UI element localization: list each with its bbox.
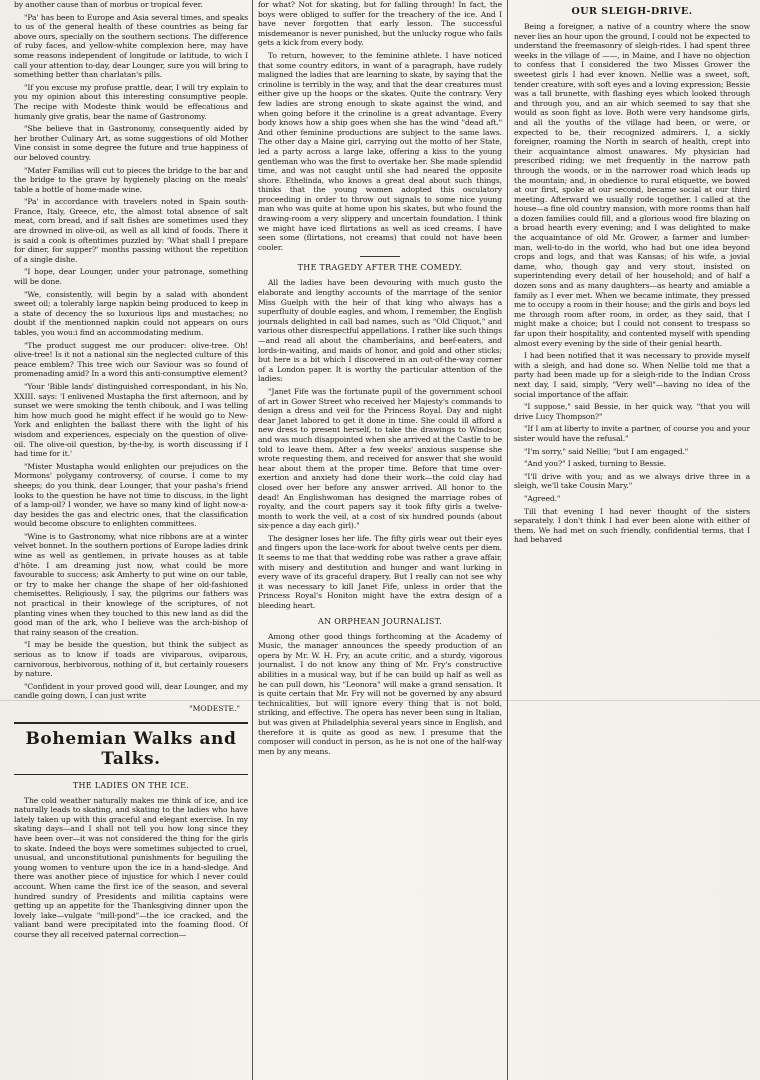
column-rule-right bbox=[507, 0, 508, 1080]
column-rule-left bbox=[252, 0, 253, 1080]
paragraph: "Confident in your proved good will, dear Lounger, and my candle going down, I can just write bbox=[14, 681, 248, 701]
paragraph: "We, consistently, will begin by a salad with abondent sweet oil; a tolerably large napkin being produced to keep in a state of decency the so luxurious lips and mustaches; no doubt if the mentionned napkin could not appears on ours tables, you wou:i find an accommodating medium. bbox=[14, 289, 248, 337]
paragraph: "The product suggest me our producer: olive-tree. Oh! olive-tree! Is it not a national sin the neglected culture of this peace emblem? This tree wich our Saviour was so found of promenading amid? In a word this anti-consumptive element? bbox=[14, 340, 248, 379]
paragraph: To return, however, to the feminine athlete. I have noticed that some country editors, in want of a paragraph, have rudely maligned the ladies that are learning to skate, by saying that the crinoline is terribly in the way, and that the dear creatures must either give up the hoops or the skates. Quite the contrary. Very few ladies are strong enough to skate against the wind, and when going before it the crinoline is a great advantage. Every body knows how a ship goes when she has the wind "dead aft." And other feminine productions are subject to the same laws. The other day a Maine girl, carrying out the motto of her State, led a party across a large lake, offering a kiss to the young gentleman who was the first to overtake her. She made splendid time, and was not caught until she had neared the opposite shore. Ethelinda, who knows a great deal about such things, thinks that the young women adopted this osculatory proceeding in order to throw out signals to some nice young man who was quite at home upon his skates, but who found the drawing-room a very slippery and uncertain foundation. I think we might have iced flirtations as well as iced creams. I have seen some (flirtations, not creams) that could not have been cooler. bbox=[258, 50, 502, 252]
signature: "MODESTE." bbox=[189, 703, 240, 713]
paragraph: "I'm sorry," said Nellie; "but I am engaged." bbox=[524, 446, 689, 456]
paragraph: "And you?" I asked, turning to Bessie. bbox=[524, 459, 666, 469]
paragraph: by another cause than of morbus or tropical fever. bbox=[14, 0, 203, 9]
paragraph: "Mater Familias will cut to pieces the bridge to the bar and the bridge to the grave by hygienely placing on the meals' table a bottle of home-made wine. bbox=[14, 165, 248, 194]
paragraph: "Wine is to Gastronomy, what nice ribbons are at a winter velvet bonnet. In the southern portions of Europe ladies drink wine as well as gentlemen, in private houses as at table d'hôte. I am dreaming just now, what could be more favourable to success; ask Amherty to put wine on our table, or try to make her change the shape of her old-fashioned chemisettes. Religiously, I say, the pilgrims our fathers was not practical in their knowlege of the scriptures, of not planting vines when they touched to this new land as did the good man of the ark, who I believe was the arch-bishop of that rainy season of the creation. bbox=[14, 531, 248, 637]
paragraph: for what? Not for skating, but for falling through! In fact, the boys were obliged to suffer for the treachery of the ice. And I have never forgotten that early lesson. The successful misdemeanor is never punished, but the unlucky rogue who fails gets a kick from every body. bbox=[258, 0, 502, 48]
column-1 bbox=[14, 0, 248, 942]
paragraph: "Janet Fife was the fortunate pupil of the government school of art in Gower Street who received her Majesty's commands to design a dress and veil for the Princess Royal. Day and night dear Janet labored to get it done in time. She could ill afford a new dress to present herself, to take the drawings to Windsor, and was much disappointed when she arrived at the Castle to be told to leave them. After a few weeks' anxious suspense she wrote requesting them, and received for answer that she would hear about them at the proper time. Before that time over-exertion and anxiety had done their work—the cold clay had closed over her before any answer arrived. All honor to the dead! An Englishwoman has designed the marriage robes of royalty, and the court papers say it took fifty girls a twelve-month to work the veil, at a cost of six hundred pounds (about six-pence a day each girl)." bbox=[258, 386, 502, 531]
paragraph: Being a foreigner, a native of a country where the snow never lies an hour upon the ground, I could not be expected to understand the freemasonry of sleigh-rides. I had spent three weeks in the village of ——, in Maine, and I have no objection to confess that I considered the two Misses Grower the sweetest girls I had ever known. Nellie was a sweet, soft, tender creature, with soft eyes and a loving expression; Bessie was a tall brunette, with flashing eyes which looked through and through you, and an air which seemed to say that she would as soon fight as love. Both were very handsome girls, and all the youths of the village had been, or were, or expected to be, their recognized admirers. I, a sickly foreigner, roaming the North in search of health, crept into their acquaintance almost unawares. My physician had prescribed riding; we met frequently in the narrow path through the woods, or in the narrower road which leads up the mountain; and, in obedience to rural etiquette, we bowed at our first, spoke at our second, became social at our third meeting. Afterward we usually rode together. I called at the house—a fine old country mansion, with more rooms than half a dozen families could fill, and a glorious wood fire blazing on a broad hearth every evening; and I was delighted to make the acquaintance of old Mr. Grower, a farmer and lumber-man, well-to-do in the world, who had but one idea beyond crops and logs, and that was Kansas; of his wife, a jovial dame, who, though gay and very stout, insisted on superintending every detail of her household; and of half a dozen sons and as many daughters—as hearty and amiable a family as I ever met. When we became intimate, they pressed me to occupy a room in their house; and the girls and boys led me through room after room, in order, as they said, that I might make a choice; but I could not consent to trespass so far upon their hospitality, and contented myself with spending almost every evening by the side of their genial hearth. bbox=[514, 22, 750, 348]
paragraph: Among other good things forthcoming at the Academy of Music, the manager announces the speedy production of an opera by Mr. W. H. Fry, an acute critic, and a sturdy, vigorous journalist. I do not know any thing of Mr. Fry's constructive abilities in a musical way, but if he can build up half as well as he can pull down, his "Leonora" will make a grand sensation. It is quite certain that Mr. Fry will not be governed by any absurd technicalities, but will ignore every thing that is not bold, striking, and effective. The opera has never been sung in Italian, but was given at Philadelphia several years since in English, and therefore it is quite as good as new. I presume that the composer will conduct in person, as he is not one of the half-way men by any means. bbox=[258, 631, 502, 756]
section-heading: THE LADIES ON THE ICE. bbox=[72, 780, 190, 790]
masthead-title: Bohemian Walks and Talks. bbox=[14, 722, 248, 775]
paragraph: All the ladies have been devouring with much gusto the elaborate and lengthy accounts of the marriage of the senior Miss Guelph with the heir of that king who always has a superfluity of double eagles, and whom, I remember, the English journals delighted in call bad names, such as "Old Cliquot," and various other disrespectful appellations. I rather like such things—and read all about the chamberlains, and beef-eaters, and lords-in-waiting, and maids of honor, and gold and other sticks; but here is a bit which I discovered in an out-of-the-way corner of a London paper. It is worthy the particular attention of the ladies: bbox=[258, 278, 502, 384]
paragraph: "I'll drive with you; and as we always drive three in a sleigh, we'll take Cousin Mary." bbox=[514, 471, 750, 491]
paragraph: "If you excuse my profuse prattle, dear, I will try explain to you my opinion about this interesting consumptive people. The recipe with Modeste think would be effecatious and humanly give gratis, bear the name of Gastronomy. bbox=[14, 82, 248, 121]
section-heading: AN ORPHEAN JOURNALIST. bbox=[318, 616, 442, 626]
paragraph: "Agreed." bbox=[524, 493, 561, 503]
paragraph: "She believe that in Gastronomy, consequently aided by her brother Culinary Art, as some suggestions of old Mother Vine consist in some degree the future and true happiness of our beloved country. bbox=[14, 124, 248, 162]
paragraph: "Pa' in accordance with travelers noted in Spain south-France, Italy, Greece, etc, the almost total absence of salt meat, corn bread, and if salt fishes are sometimes used they are drowned in olive-oil, as well as all kind of foods. There it is said a cook is oftentimes puzzled by: 'What shall I prepare for diner, for supper?' months passing without the repetition of a single dishe. bbox=[14, 197, 248, 264]
paragraph: "I hope, dear Lounger, under your patronage, something will be done. bbox=[14, 267, 248, 287]
paragraph: The designer loses her life. The fifty girls wear out their eyes and fingers upon the lace-work for about twelve cents per diem. It seems to me that that wedding robe was rather a grave affair, with misery and destitution and hunger and want lurking in every wave of its graceful drapery. But I really can not see why it was necessary to kill Janet Fife, unless in order that the Princess Royal's Honiton might have the extra design of a bleeding heart. bbox=[258, 533, 502, 611]
section-heading: OUR SLEIGH-DRIVE. bbox=[571, 6, 693, 17]
paragraph: "Your 'Bible lands' distinguished correspondant, in his No. XXIII. says: 'I enlivened Mustapha the first afternoon, and by sunset we were smoking the tenth chibouk, and I was telling him how much good he might effect if he would go to New-York and enlighten the ballast there with the light of his wisdom and experiences, especialy on the question of olive-oil. The olive-oil question, by-the-by, is worth discussing if I had time for it.' bbox=[14, 381, 248, 459]
divider bbox=[360, 256, 400, 257]
paragraph: I had been notified that it was necessary to provide myself with a sleigh, and had done so. When Nellie told me that a party had been made up for a sleigh-ride to the Indian Cross next day, I said, simply, "Very well"—having no idea of the social importance of the affair. bbox=[514, 351, 750, 399]
section-heading: THE TRAGEDY AFTER THE COMEDY. bbox=[297, 263, 463, 273]
column-2 bbox=[258, 0, 502, 759]
paragraph: "I suppose," said Bessie, in her quick way, "that you will drive Lucy Thompson?" bbox=[514, 402, 750, 421]
paragraph: "Pa' has been to Europe and Asia several times, and speaks to us of the general health of these countries as being far above ours, specially on the southern sections. The difference of ruby faces, and yellow-white complexion here, may have some reasons independent of longitude or latitude, to wich I call your attention to-day, dear Lounger, sure you will bring to something better than charlatan's pills. bbox=[14, 12, 248, 80]
paragraph: "Mister Mustapha would enlighten our prejudices on the Mormons' polygamy controversy, of course. I come to my sheeps; do you think, dear Lounger, that your pasha's friend looks to the question he have not time to discuss, in the light of a lamp-oil? I wonder, we have so many kind of light now-a-day besides the gas and electric ones, that the classification would become obscure to enlighten committees. bbox=[14, 461, 248, 529]
paragraph: Till that evening I had never thought of the sisters separately. I don't think I had ever been alone with either of them. We had met on such friendly, confidential terms, that I had behaved bbox=[514, 506, 750, 545]
paragraph: "I may be beside the question, but think the subject as serious as to know if toads are viviparous, oviparous, carnivorous, herbivorous, nothing of it, but certainly rouesers by nature. bbox=[14, 640, 248, 679]
paragraph: "If I am at liberty to invite a partner, of course you and your sister would have the refusal." bbox=[514, 424, 750, 443]
paragraph: The cold weather naturally makes me think of ice, and ice naturally leads to skating, and skating to the ladies who have lately taken up with this graceful and elegant exercise. In my skating days—and I shall not tell you how long since they have been over—it was not considered the thing for the girls to skate. Indeed the boys were sometimes subjected to cruel, unusual, and unconstitutional punishments for beguiling the young women to venture upon the ice in a hand-sledge. And there was another piece of injustice for which I never could account. When came the first ice of the season, and several hundred sundry of Presidents and militia captains were getting up an appetite for the Thanksgiving dinner upon the lovely lake—vulgate "mill-pond"—the ice cracked, and the valiant band were precipitated into the foaming flood. Of course they all received paternal correction— bbox=[14, 795, 248, 939]
column-3 bbox=[514, 0, 750, 548]
